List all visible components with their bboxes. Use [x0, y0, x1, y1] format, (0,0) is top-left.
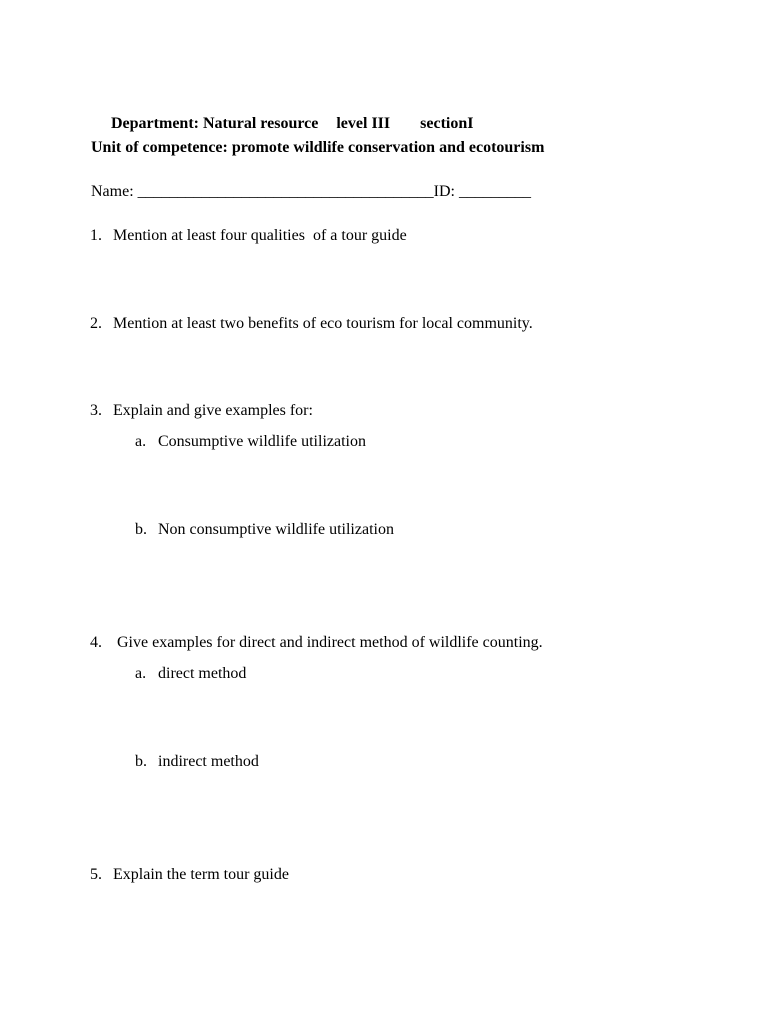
question-number: 5. [90, 866, 102, 883]
section-label: sectionI [420, 115, 474, 132]
question-text: Mention at least four qualities of a tour guide [113, 227, 407, 244]
question-text: Give examples for direct and indirect method of wildlife counting. [113, 634, 543, 651]
question-5 [90, 865, 289, 885]
department-label: Department: Natural resource [111, 115, 319, 132]
name-label: Name: [91, 183, 134, 200]
subitem-text: Consumptive wildlife utilization [158, 433, 366, 450]
subitem-text: indirect method [158, 753, 259, 770]
question-number: 3. [90, 402, 102, 419]
level-label: level III [336, 115, 391, 132]
question-3-subitem-a [135, 432, 366, 452]
unit-of-competence: Unit of competence: promote wildlife conservation and ecotourism [91, 139, 545, 156]
question-4-subitem-a [135, 664, 246, 684]
question-text: Explain and give examples for: [113, 402, 313, 419]
question-3-subitem-b [135, 520, 394, 540]
id-label: ID: [433, 183, 455, 200]
subitem-letter: a. [135, 433, 147, 450]
subitem-letter: a. [135, 665, 147, 682]
question-1 [90, 226, 407, 246]
question-3 [90, 401, 313, 421]
subitem-letter: b. [135, 753, 147, 770]
name-id-line [91, 182, 531, 202]
question-4-subitem-b [135, 752, 259, 772]
subitem-text: Non consumptive wildlife utilization [158, 521, 394, 538]
question-text: Explain the term tour guide [113, 866, 289, 883]
id-blank[interactable]: _________ [458, 183, 531, 200]
question-number: 1. [90, 227, 102, 244]
question-number: 4. [90, 634, 102, 651]
subitem-letter: b. [135, 521, 147, 538]
question-number: 2. [90, 315, 102, 332]
question-2 [90, 314, 533, 334]
question-text: Mention at least two benefits of eco tourism for local community. [113, 315, 533, 332]
name-blank[interactable]: _____________________________________ [137, 183, 434, 200]
subitem-text: direct method [158, 665, 247, 682]
question-4 [90, 633, 543, 653]
